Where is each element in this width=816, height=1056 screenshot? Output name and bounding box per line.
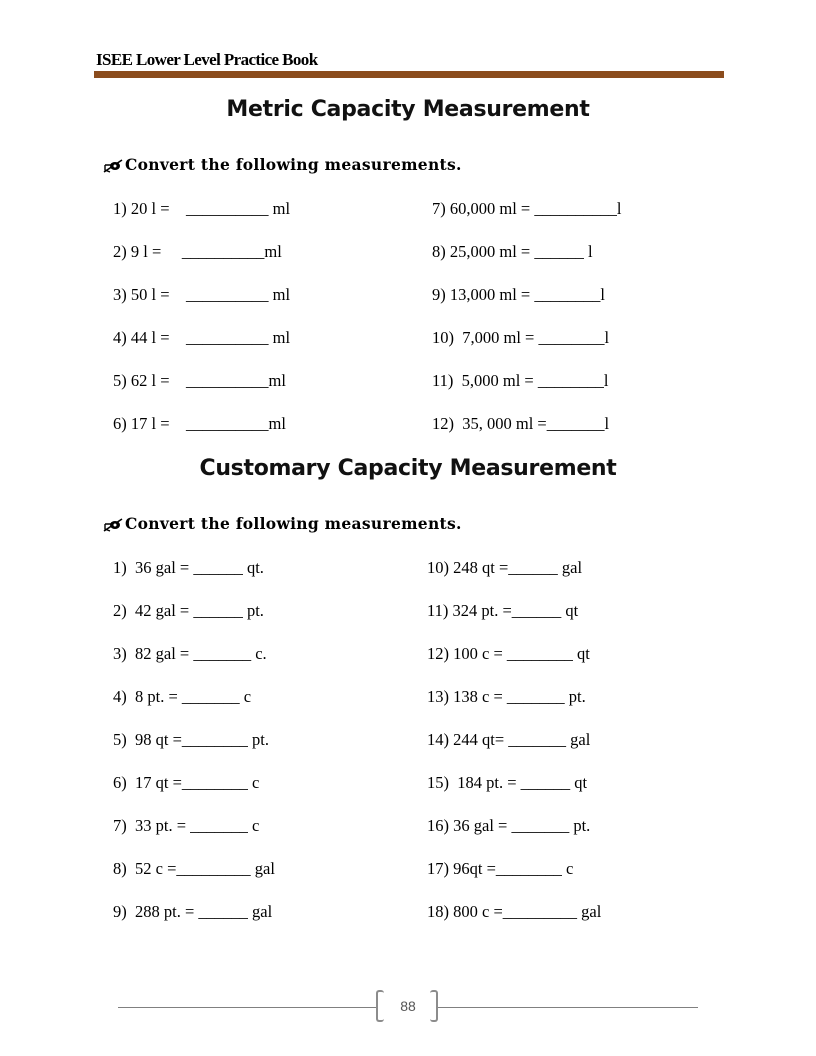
problem-item: 13) 138 c = _______ pt.: [427, 687, 586, 706]
problem-item: 12) 100 c = ________ qt: [427, 644, 590, 663]
problem-item: 14) 244 qt= _______ gal: [427, 730, 591, 749]
problem-item: 8) 52 c =_________ gal: [113, 859, 275, 878]
header-rule: [94, 71, 724, 78]
problem-item: 9) 13,000 ml = ________l: [432, 285, 605, 304]
problem-item: 5) 62 l = __________ml: [113, 371, 286, 390]
problem-item: 4) 8 pt. = _______ c: [113, 687, 252, 706]
problem-item: 10) 7,000 ml = ________l: [432, 328, 610, 347]
problem-item: 2) 42 gal = ______ pt.: [113, 601, 264, 620]
problem-item: 2) 9 l = __________ml: [113, 242, 282, 261]
footer-bracket-left: [376, 990, 384, 1022]
customary-instruction: [102, 513, 462, 533]
page-number: 88: [400, 998, 416, 1014]
problem-item: 11) 5,000 ml = ________l: [432, 371, 609, 390]
problem-item: 7) 60,000 ml = __________l: [432, 199, 622, 218]
instruction-text: Convert the following measurements.: [125, 154, 462, 174]
instruction-text: Convert the following measurements.: [125, 513, 462, 533]
footer-rule-right: [438, 1007, 698, 1008]
problem-item: 6) 17 l = __________ml: [113, 414, 286, 433]
customary-section-title: Customary Capacity Measurement: [199, 456, 617, 481]
problem-item: 12) 35, 000 ml =_______l: [432, 414, 610, 433]
problem-item: 10) 248 qt =______ gal: [427, 558, 583, 577]
problem-item: 11) 324 pt. =______ qt: [427, 601, 579, 620]
problem-item: 17) 96qt =________ c: [427, 859, 574, 878]
problem-item: 3) 50 l = __________ ml: [113, 285, 291, 304]
metric-section-title: Metric Capacity Measurement: [226, 97, 590, 122]
pencil-icon: [102, 513, 124, 533]
problem-item: 18) 800 c =_________ gal: [427, 902, 602, 921]
metric-instruction: [102, 154, 462, 174]
problem-item: 8) 25,000 ml = ______ l: [432, 242, 593, 261]
pencil-icon: [102, 154, 124, 174]
problem-item: 9) 288 pt. = ______ gal: [113, 902, 273, 921]
problem-item: 7) 33 pt. = _______ c: [113, 816, 260, 835]
footer-bracket-right: [430, 990, 438, 1022]
problem-item: 4) 44 l = __________ ml: [113, 328, 291, 347]
problem-item: 5) 98 qt =________ pt.: [113, 730, 269, 749]
footer-rule-left: [118, 1007, 376, 1008]
problem-item: 16) 36 gal = _______ pt.: [427, 816, 591, 835]
problem-item: 1) 36 gal = ______ qt.: [113, 558, 264, 577]
problem-item: 15) 184 pt. = ______ qt: [427, 773, 588, 792]
problem-item: 1) 20 l = __________ ml: [113, 199, 291, 218]
problem-item: 3) 82 gal = _______ c.: [113, 644, 267, 663]
book-title: ISEE Lower Level Practice Book: [96, 50, 318, 69]
problem-item: 6) 17 qt =________ c: [113, 773, 260, 792]
